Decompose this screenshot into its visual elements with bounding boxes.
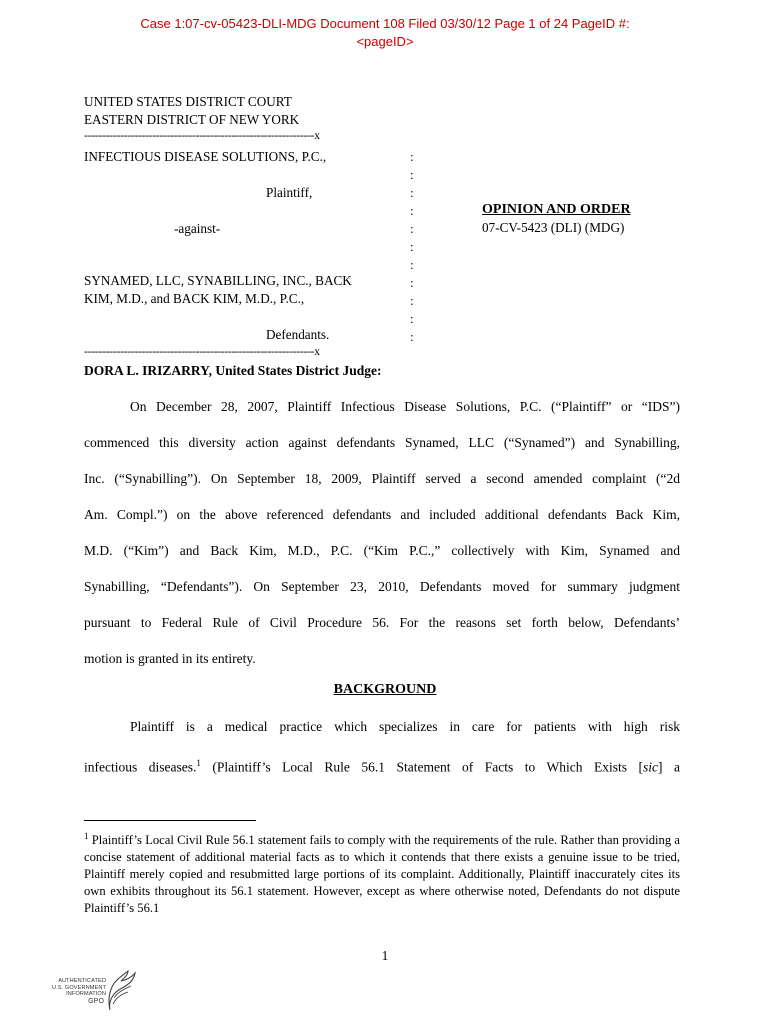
colon: :	[410, 275, 414, 290]
seal-text: GPO	[88, 997, 104, 1005]
text-line: Plaintiff is a medical practice which specializes in care for patients with high risk	[130, 719, 680, 734]
filing-header-line2: <pageID>	[356, 34, 414, 49]
text-line: commenced this diversity action against defendants Synamed, LLC (“Synamed”) and Synabilling,	[84, 435, 680, 450]
colon: :	[410, 239, 414, 254]
caption-rule-top: ----------------------------------------------------------------x	[84, 128, 320, 142]
sic-marker: sic	[642, 759, 658, 775]
opinion-paragraph-2	[84, 709, 680, 786]
seal-text: AUTHENTICATED	[58, 978, 106, 984]
plaintiff-role: Plaintiff,	[266, 185, 313, 200]
text-fragment: ] a	[657, 759, 680, 775]
gpo-authentication-seal	[40, 970, 140, 1016]
opinion-title: OPINION AND ORDER	[482, 202, 631, 217]
text-line: Inc. (“Synabilling”). On September 18, 2009, Plaintiff served a second amended complaint (“2d	[84, 471, 680, 486]
plaintiff-name: INFECTIOUS DISEASE SOLUTIONS, P.C.,	[84, 149, 327, 164]
against-label: -against-	[174, 221, 221, 236]
defendants-line2: KIM, M.D., and BACK KIM, M.D., P.C.,	[84, 291, 305, 306]
court-name: UNITED STATES DISTRICT COURT	[84, 94, 292, 109]
defendants-line1: SYNAMED, LLC, SYNABILLING, INC., BACK	[84, 273, 352, 288]
colon: :	[410, 221, 414, 236]
colon: :	[410, 203, 414, 218]
case-number: 07-CV-5423 (DLI) (MDG)	[482, 220, 625, 235]
colon: :	[410, 329, 414, 344]
judge-line: DORA L. IRIZARRY, United States District Judge:	[84, 363, 382, 378]
footnote-marker: 1	[84, 831, 89, 841]
court-district: EASTERN DISTRICT OF NEW YORK	[84, 112, 300, 127]
seal-text: INFORMATION	[66, 991, 106, 998]
footnote-reference[interactable]: 1	[196, 758, 201, 768]
seal-text: U.S. GOVERNMENT	[51, 984, 106, 991]
defendants-role: Defendants.	[266, 327, 330, 342]
text-line: Synabilling, “Defendants”). On September 23, 2010, Defendants moved for summary judgment	[84, 579, 680, 594]
colon: :	[410, 149, 414, 164]
colon: :	[410, 257, 414, 272]
footnote	[84, 828, 680, 917]
footnote-separator	[84, 820, 256, 821]
text-fragment: infectious diseases.	[84, 759, 197, 775]
text-line: Am. Compl.”) on the above referenced defendants and included additional defendants Back Kim,	[84, 507, 680, 522]
filing-header-line1: Case 1:07-cv-05423-DLI-MDG Document 108 Filed 03/30/12 Page 1 of 24 PageID #:	[140, 16, 630, 31]
footnote-text: Plaintiff’s Local Civil Rule 56.1 statement fails to comply with the requirements of the rule. Rather than providing a concise statement of additional material facts as to which it contends that there exists a genuine issue to be tried, Plaintiff merely copied and resubmitted large portions of its complaint. Additionally, Plaintiff inaccurately cites its own exhibits throughout its 56.1 statement. However, except as where otherwise noted, Defendants do not dispute Plaintiff’s 56.1	[84, 833, 680, 916]
colon: :	[410, 167, 414, 182]
text-fragment: (Plaintiff’s Local Rule 56.1 Statement of Facts to Which Exists [	[200, 759, 643, 775]
page-number: 1	[381, 948, 389, 963]
caption-rule-bottom: ----------------------------------------------------------------x	[84, 344, 320, 358]
section-heading: BACKGROUND	[333, 682, 437, 697]
text-line: On December 28, 2007, Plaintiff Infectious Disease Solutions, P.C. (“Plaintiff” or “IDS”)	[130, 399, 680, 414]
text-line: pursuant to Federal Rule of Civil Procedure 56. For the reasons set forth below, Defendants’	[84, 615, 680, 630]
caption-colon-column	[410, 148, 420, 346]
opinion-paragraph-1	[84, 389, 680, 677]
text-line	[84, 745, 680, 786]
colon: :	[410, 185, 414, 200]
colon: :	[410, 311, 414, 326]
colon: :	[410, 293, 414, 308]
eagle-icon	[104, 970, 138, 1014]
text-line: motion is granted in its entirety.	[84, 651, 256, 666]
text-line: M.D. (“Kim”) and Back Kim, M.D., P.C. (“Kim P.C.,” collectively with Kim, Synamed and	[84, 543, 680, 558]
